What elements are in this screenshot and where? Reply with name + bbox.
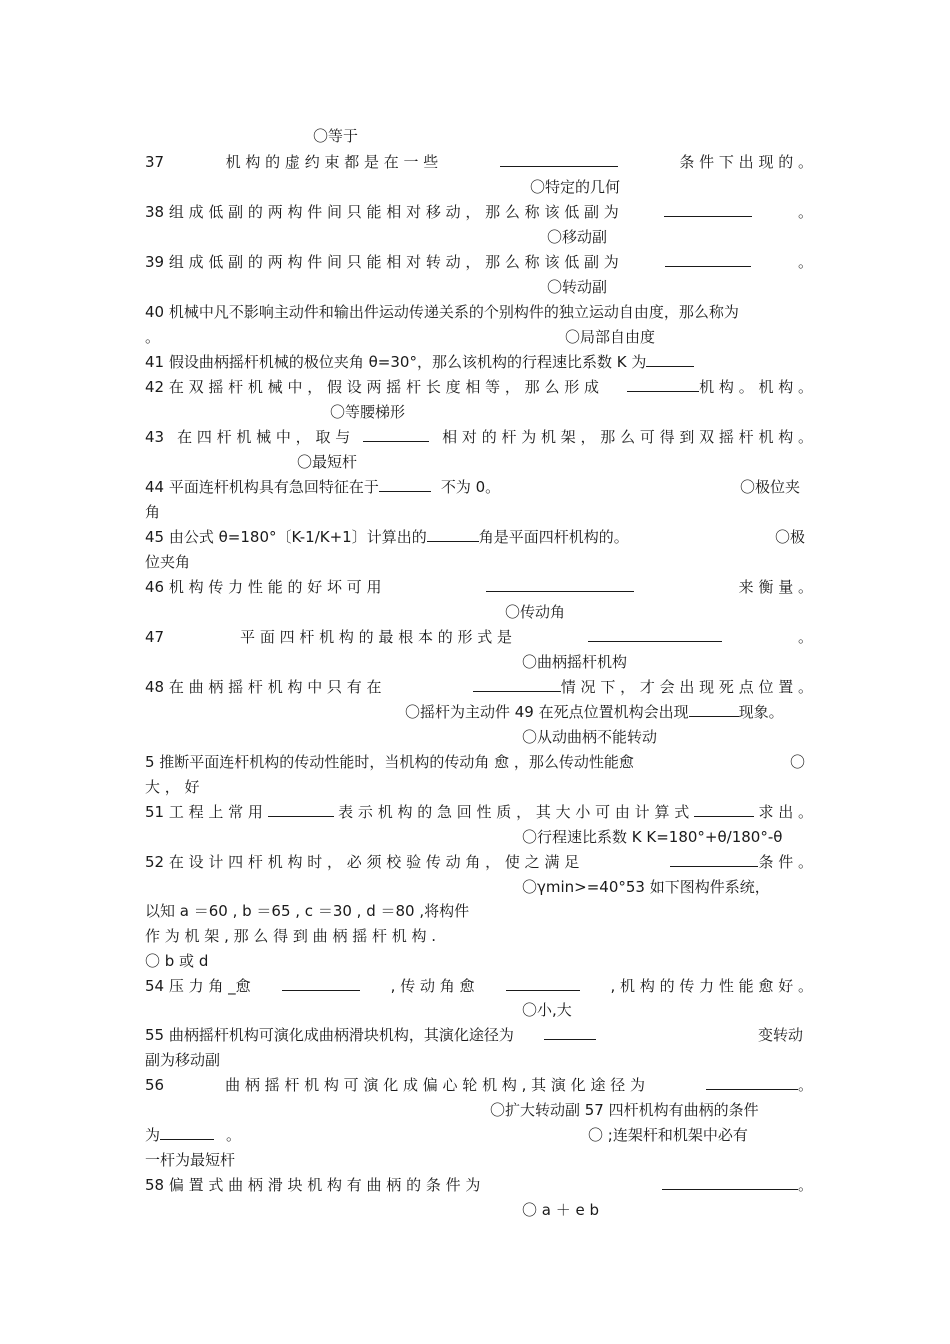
question-text: 52 在 设 计 四 杆 机 构 时 ， 必 须 校 验 传 动 角 ， 使 之 满 足: [145, 853, 580, 871]
question-text: 。: [797, 1076, 813, 1094]
answer-57: 〇 ;连架杆和机架中必有: [588, 1126, 748, 1144]
question-text: 来 衡 量 。: [738, 578, 813, 596]
question-text: 。: [797, 628, 813, 646]
question-number: 56: [145, 1076, 165, 1094]
question-text: , 传 动 角 愈: [390, 977, 475, 995]
answer-53: 〇 b 或 d: [145, 952, 209, 970]
answer-48-question-49: [405, 702, 784, 722]
answer-44: 〇极位夹: [740, 478, 801, 496]
question-52: [145, 852, 813, 872]
question-39: [145, 252, 813, 272]
question-41: [145, 352, 694, 372]
answer-blank: [627, 377, 699, 392]
question-text: 58 偏 置 式 曲 柄 滑 块 机 构 有 曲 柄 的 条 件 为: [145, 1176, 481, 1194]
answer-36: 〇等于: [313, 127, 359, 145]
answer-51: 〇行程速比系数 K K=180°+θ/180°-θ: [522, 828, 783, 846]
question-51: [145, 802, 813, 822]
answer-47: 〇曲柄摇杆机构: [522, 653, 628, 671]
question-42: [145, 377, 813, 397]
question-38: [145, 202, 813, 222]
answer-50: 大 ， 好: [145, 778, 200, 796]
answer-blank: [363, 427, 429, 442]
answer-45-cont: 位夹角: [145, 553, 191, 571]
answer-blank: [268, 802, 334, 817]
question-text: 45 由公式 θ=180°〔K-1/K+1〕计算出的: [145, 528, 427, 546]
answer-blank: [427, 527, 479, 542]
question-37: [145, 152, 813, 172]
answer-blank: [506, 976, 580, 991]
answer-56-question-57: 〇扩大转动副 57 四杆机构有曲柄的条件: [490, 1101, 759, 1119]
answer-blank: [282, 976, 360, 991]
answer-39: 〇转动副: [547, 278, 608, 296]
question-text: 机 构 。 机 构 。: [699, 378, 813, 396]
answer-40: 〇局部自由度: [565, 328, 656, 346]
question-50: 5 推断平面连杆机构的传动性能时，当机构的传动角 愈 ，那么传动性能愈: [145, 753, 634, 771]
answer-44-cont: 角: [145, 503, 161, 521]
question-45: [145, 527, 629, 547]
answer-blank: [646, 352, 694, 367]
answer-46: 〇传动角: [505, 603, 566, 621]
answer-blank: [544, 1025, 596, 1040]
answer-blank: [670, 852, 758, 867]
answer-blank: [379, 477, 431, 492]
answer-blank: [664, 202, 752, 217]
question-53-cont: 作 为 机 架 , 那 么 得 到 曲 柄 摇 杆 机 构 .: [145, 927, 437, 945]
question-text: 42 在 双 摇 杆 机 械 中 ， 假 设 两 摇 杆 长 度 相 等 ， 那 么 形 成: [145, 378, 599, 396]
answer-38: 〇移动副: [547, 228, 608, 246]
answer-blank: [500, 152, 618, 167]
answer-54: 〇小,大: [522, 1001, 572, 1019]
answer-42: 〇等腰梯形: [330, 403, 406, 421]
question-text: 。: [797, 1176, 813, 1194]
question-text: 。: [226, 1126, 242, 1144]
question-text: 38 组 成 低 副 的 两 构 件 间 只 能 相 对 移 动 ， 那 么 称 该 低 副 为: [145, 203, 619, 221]
answer-50-marker: 〇: [790, 753, 806, 771]
question-number: 43: [145, 428, 165, 446]
question-text: 平 面 四 杆 机 构 的 最 根 本 的 形 式 是: [240, 628, 513, 646]
question-text: 不为 0。: [440, 478, 501, 496]
question-text: 39 组 成 低 副 的 两 构 件 间 只 能 相 对 转 动 ， 那 么 称 该 低 副 为: [145, 253, 619, 271]
answer-55: 副为移动副: [145, 1051, 221, 1069]
question-text: 44 平面连杆机构具有急回特征在于: [145, 478, 379, 496]
question-53: 以知 a ＝60 , b ＝65 , c ＝30 , d ＝80 ,将构件: [145, 902, 470, 920]
answer-blank: [706, 1075, 798, 1090]
answer-37: 〇特定的几何: [530, 178, 621, 196]
question-text: 条 件 下 出 现 的 。: [679, 153, 813, 171]
question-text: 48 在 曲 柄 摇 杆 机 构 中 只 有 在: [145, 678, 382, 696]
question-text: 现象。: [738, 703, 784, 721]
answer-45: 〇极: [775, 528, 806, 546]
question-text: 机 构 的 虚 约 束 都 是 在 一 些: [225, 153, 439, 171]
question-text: 〇摇杆为主动件 49 在死点位置机构会出现: [405, 703, 689, 721]
answer-blank: [694, 802, 754, 817]
question-text: 表 示 机 构 的 急 回 性 质 ， 其 大 小 可 由 计 算 式: [338, 803, 690, 821]
answer-blank: [689, 702, 739, 717]
answer-blank: [473, 677, 561, 692]
question-47: [145, 627, 813, 647]
question-text: 情 况 下 ， 才 会 出 现 死 点 位 置 。: [560, 678, 813, 696]
question-text: 41 假设曲柄摇杆机械的极位夹角 θ=30°，那么该机构的行程速比系数 K 为: [145, 353, 647, 371]
answer-43: 〇最短杆: [297, 453, 358, 471]
question-43: [145, 427, 813, 447]
question-40-end: 。: [145, 328, 161, 346]
question-text: 。: [797, 253, 813, 271]
answer-57-cont: 一杆为最短杆: [145, 1151, 236, 1169]
question-text: 55 曲柄摇杆机构可演化成曲柄滑块机构，其演化途径为: [145, 1026, 514, 1044]
question-57-cont: [145, 1125, 241, 1145]
question-text: 在 四 杆 机 械 中 ， 取 与: [177, 428, 351, 446]
answer-52-question-53: 〇γmin>=40°53 如下图构件系统，: [522, 878, 770, 896]
answer-blank: [588, 627, 722, 642]
answer-49: 〇从动曲柄不能转动: [522, 728, 658, 746]
question-text: 46 机 构 传 力 性 能 的 好 坏 可 用: [145, 578, 382, 596]
question-54: [145, 976, 813, 996]
question-text: 条 件 。: [758, 853, 813, 871]
question-text: 54 压 力 角 _愈: [145, 977, 251, 995]
answer-58: 〇 a ＋ e b: [522, 1201, 600, 1219]
answer-blank: [662, 1175, 798, 1190]
question-number: 47: [145, 628, 165, 646]
question-48: [145, 677, 813, 697]
answer-blank: [665, 252, 751, 267]
question-text: 角是平面四杆机构的。: [478, 528, 629, 546]
question-text: 相 对 的 杆 为 机 架 ， 那 么 可 得 到 双 摇 杆 机 构 。: [442, 428, 813, 446]
question-40: 40 机械中凡不影响主动件和输出件运动传递关系的个别构件的独立运动自由度，那么称为: [145, 303, 739, 321]
question-text: , 机 构 的 传 力 性 能 愈 好 。: [610, 977, 813, 995]
question-text: 为: [145, 1126, 161, 1144]
question-text: 曲 柄 摇 杆 机 构 可 演 化 成 偏 心 轮 机 构 , 其 演 化 途 径 为: [225, 1076, 645, 1094]
answer-blank: [160, 1125, 214, 1140]
question-text: 51 工 程 上 常 用: [145, 803, 263, 821]
question-44: [145, 477, 500, 497]
question-46: [145, 577, 813, 597]
question-56: [145, 1075, 813, 1095]
question-55-cont: 变转动: [758, 1026, 804, 1044]
question-58: [145, 1175, 813, 1195]
answer-blank: [486, 577, 634, 592]
question-number: 37: [145, 153, 165, 171]
question-55: [145, 1025, 596, 1045]
question-text: 求 出 。: [758, 803, 813, 821]
question-text: 。: [797, 203, 813, 221]
